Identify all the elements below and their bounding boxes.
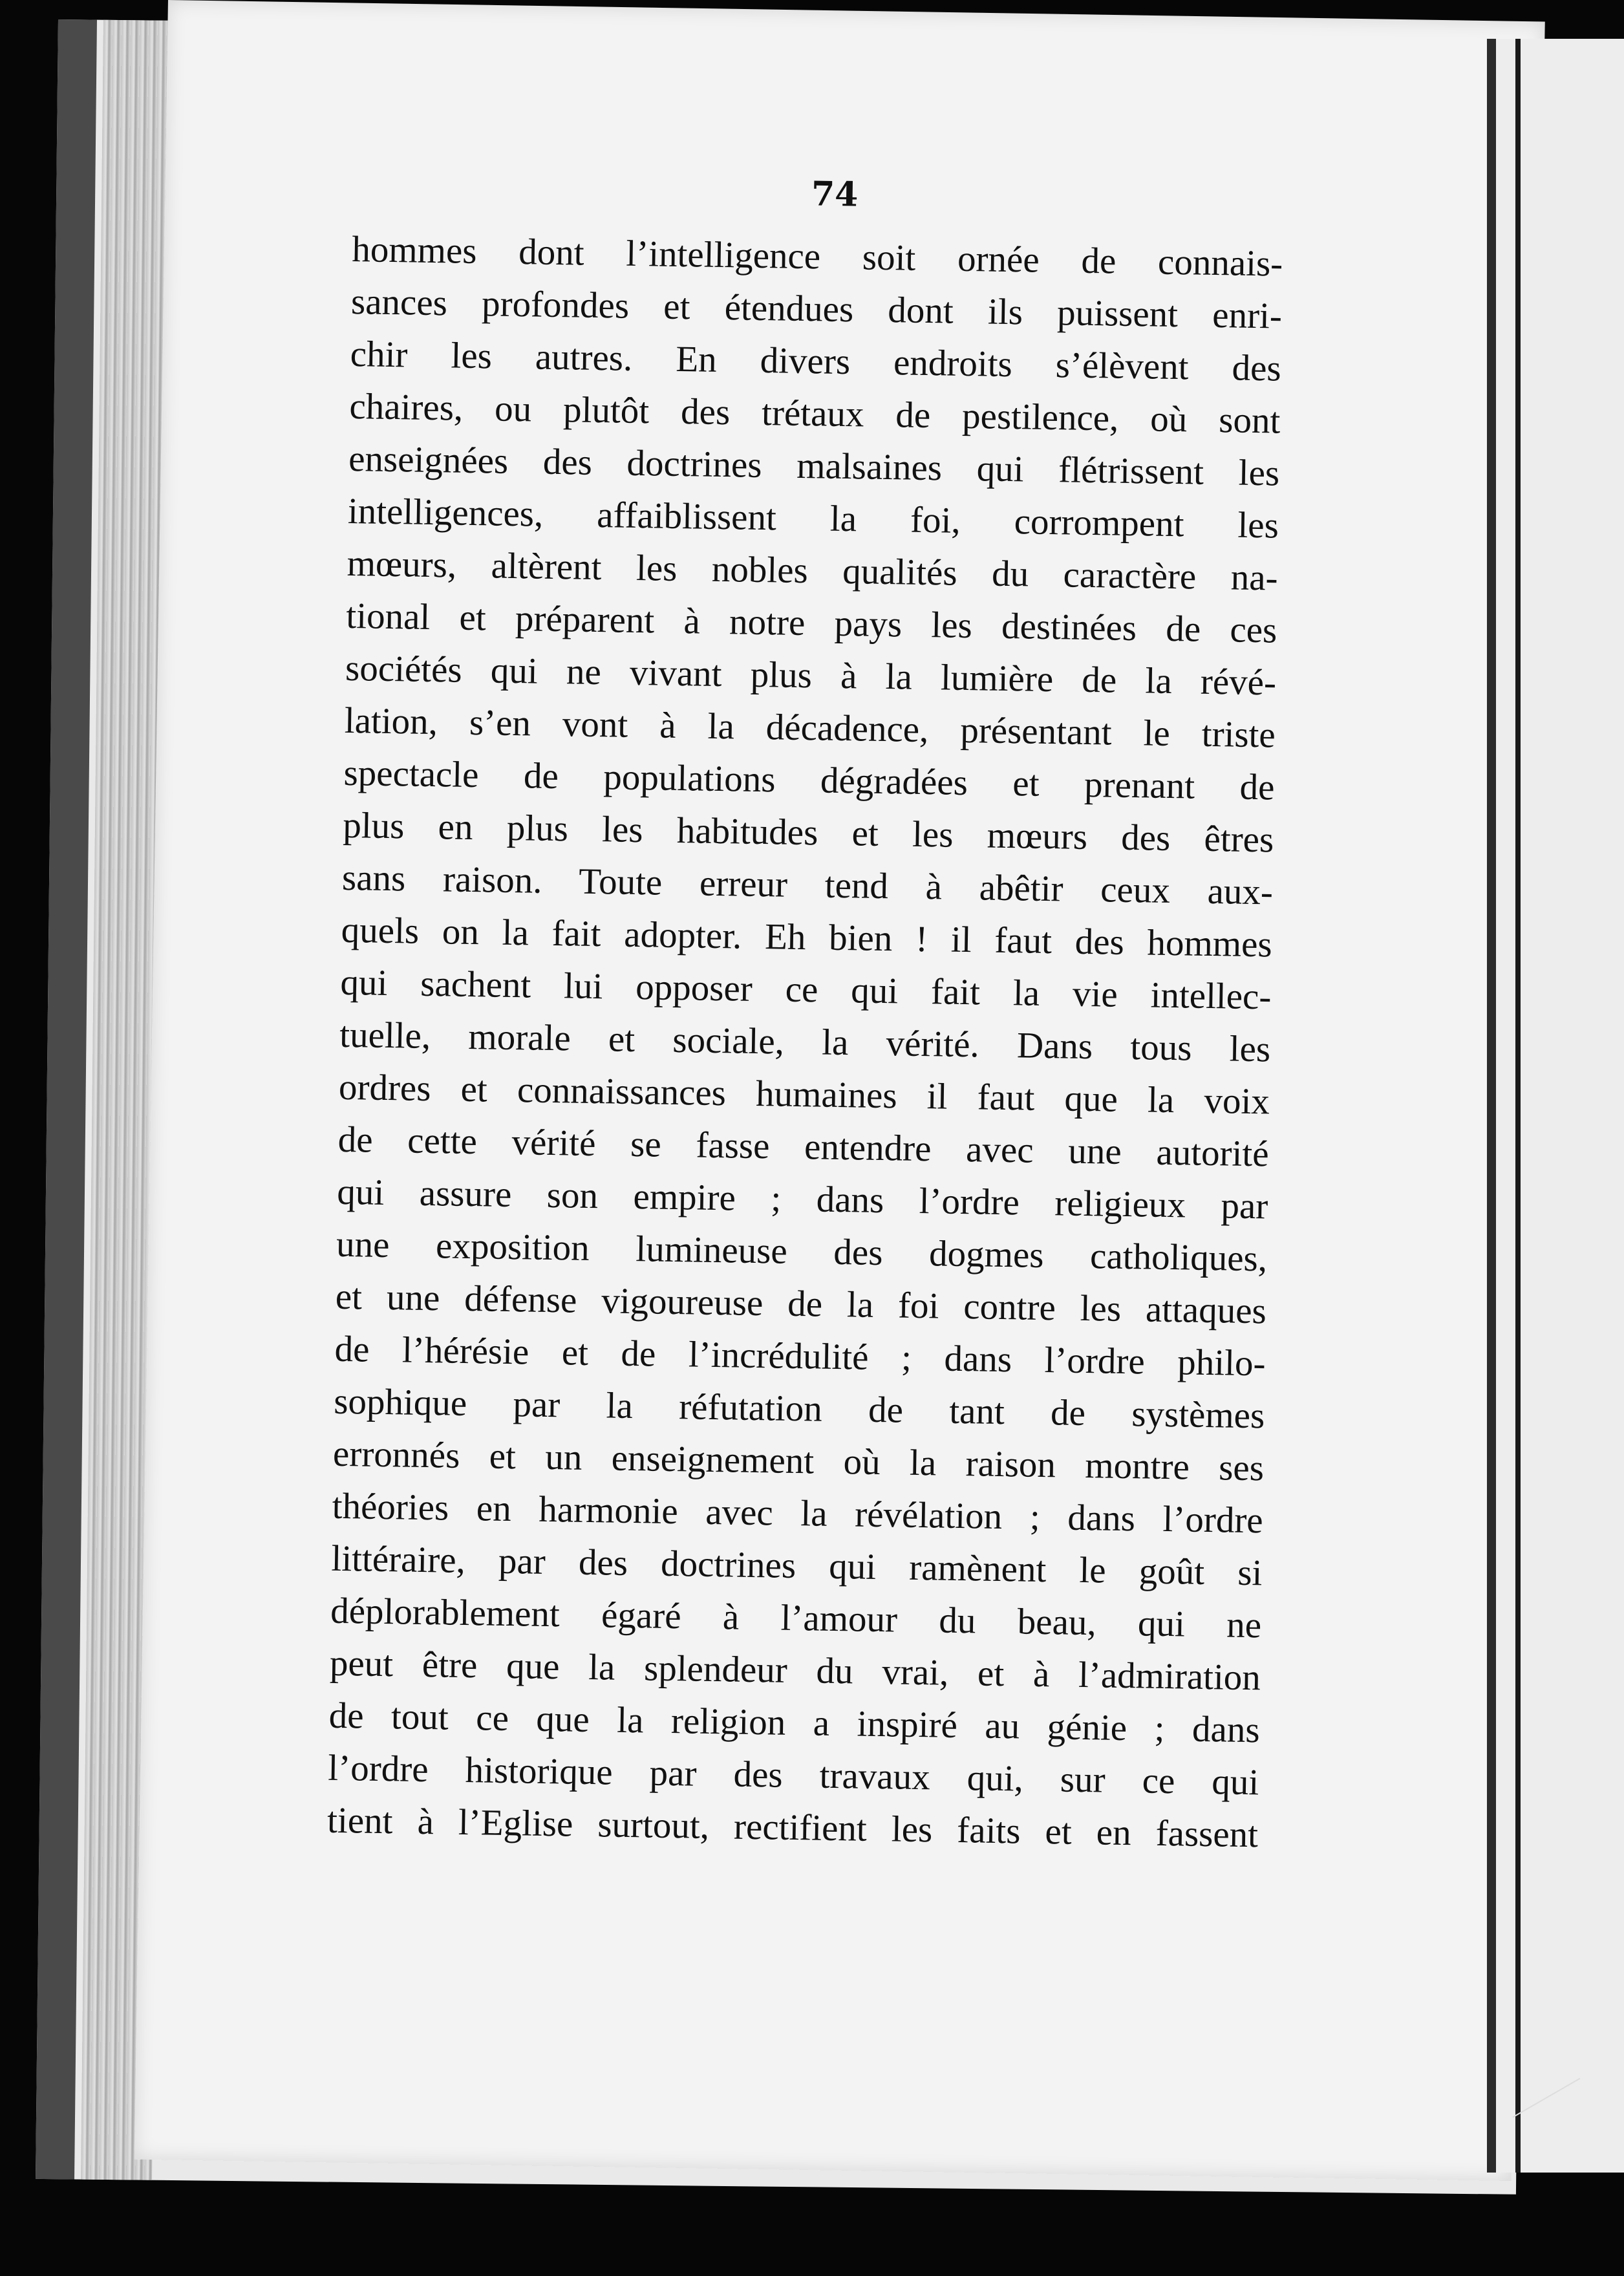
text-line: de l’hérésie et de l’incrédulité ; dans l’ordre philo- [334, 1328, 1266, 1384]
text-line: tient à l’Eglise surtout, rectifient les faits et en fassent [326, 1799, 1259, 1856]
text-line: de cette vérité se fasse entendre avec une autorité [337, 1119, 1270, 1175]
text-line: peut être que la splendeur du vrai, et à l’admiration [329, 1642, 1261, 1699]
text-line: chir les autres. En divers endroits s’élèvent des [350, 333, 1282, 389]
text-line: mœurs, altèrent les nobles qualités du caractère na- [347, 542, 1279, 599]
text-line: et une défense vigoureuse de la foi contre les attaques [335, 1276, 1267, 1332]
text-line: théories en harmonie avec la révélation ; dans l’ordre [332, 1485, 1264, 1541]
text-line: sances profondes et étendues dont ils puissent enri- [350, 281, 1283, 337]
text-line: hommes dont l’intelligence soit ornée de connais- [351, 228, 1283, 284]
text-line: littéraire, par des doctrines qui ramènent le goût si [331, 1538, 1263, 1594]
text-line: sociétés qui ne vivant plus à la lumière de la révé- [345, 647, 1277, 703]
text-line: qui assure son empire ; dans l’ordre religieux par [336, 1171, 1268, 1227]
text-line: erronnés et un enseignement où la raison montre ses [332, 1433, 1265, 1489]
text-line: sophique par la réfutation de tant de systèmes [333, 1380, 1265, 1437]
text-line: sans raison. Toute erreur tend à abêtir ceux aux- [341, 857, 1274, 913]
text-line: qui sachent lui opposer ce qui fait la vie intellec- [340, 961, 1272, 1018]
text-line: tuelle, morale et sociale, la vérité. Dans tous les [339, 1014, 1271, 1070]
text-line: chaires, ou plutôt des trétaux de pestilence, où sont [349, 385, 1281, 442]
body-text [327, 223, 1283, 1861]
text-line: ordres et connaissances humaines il faut que la voix [338, 1066, 1270, 1122]
page-number: 74 [811, 174, 859, 215]
text-line: lation, s’en vont à la décadence, présentant le triste [344, 700, 1276, 756]
text-line: intelligences, affaiblissent la foi, corrompent les [347, 490, 1279, 546]
text-line: spectacle de populations dégradées et prenant de [343, 752, 1275, 808]
text-line: quels on la fait adopter. Eh bien ! il faut des hommes [341, 909, 1273, 965]
text-line: une exposition lumineuse des dogmes catholiques, [336, 1223, 1268, 1280]
text-line: plus en plus les habitudes et les mœurs des êtres [342, 804, 1274, 861]
text-line: déplorablement égaré à l’amour du beau, qui ne [330, 1590, 1262, 1646]
text-line: enseignées des doctrines malsaines qui flétrissent les [348, 438, 1280, 494]
facing-page-edge [1487, 39, 1624, 2173]
text-line: de tout ce que la religion a inspiré au génie ; dans [328, 1695, 1261, 1751]
text-line: l’ordre historique par des travaux qui, sur ce qui [327, 1747, 1259, 1803]
text-line: tional et préparent à notre pays les destinées de ces [345, 595, 1277, 651]
